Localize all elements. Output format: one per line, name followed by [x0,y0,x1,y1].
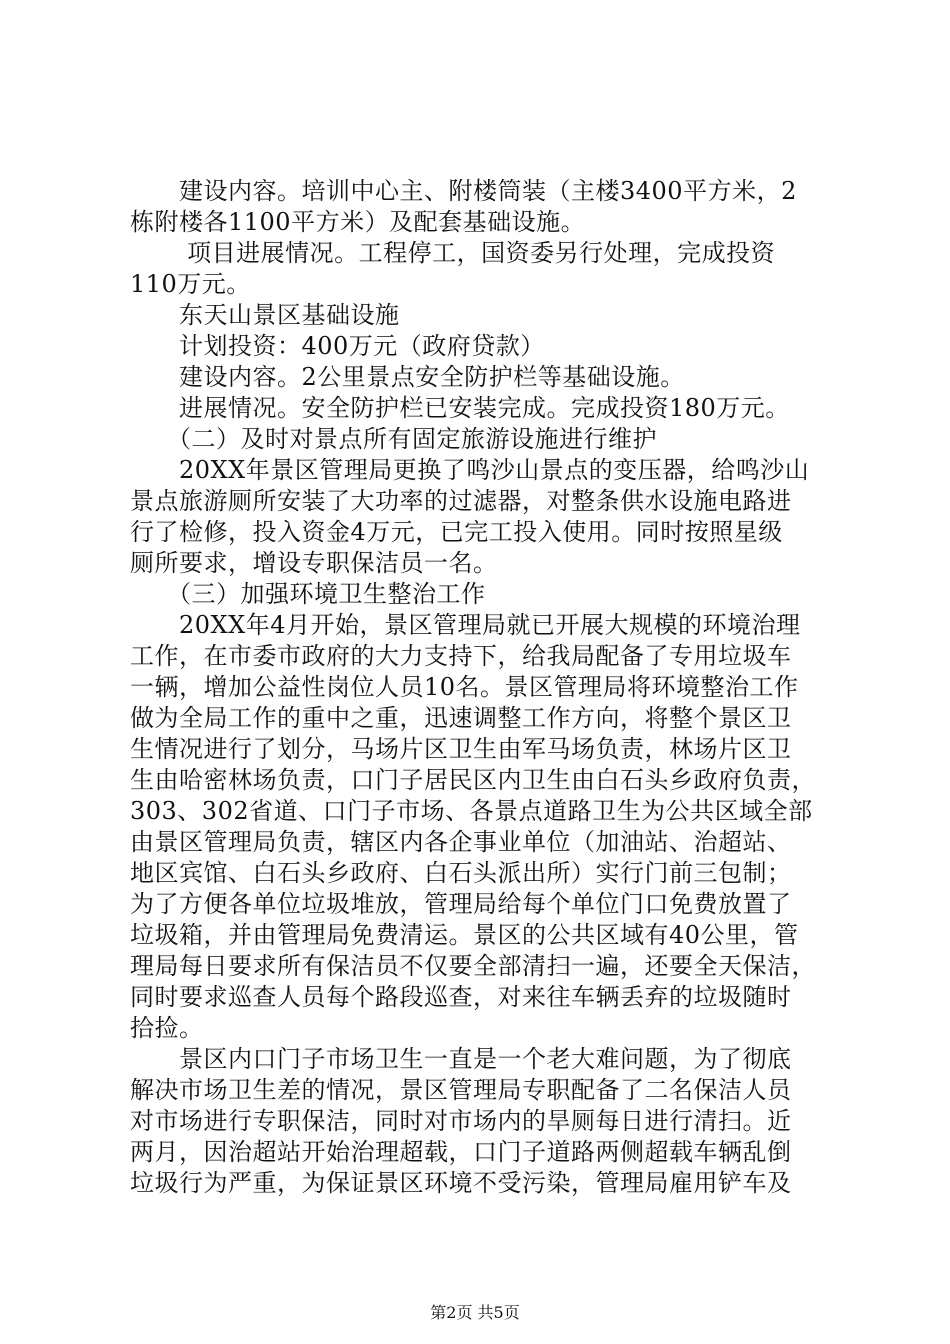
text-line: 工作，在市委市政府的大力支持下，给我局配备了专用垃圾车 [130,642,792,670]
text-line: 景点旅游厕所安装了大功率的过滤器，对整条供水设施电路进 [130,487,792,515]
text-line: 计划投资：400万元（政府贷款） [130,332,545,360]
text-line: 栋附楼各1100平方米）及配套基础设施。 [130,208,586,236]
text-line: 建设内容。培训中心主、附楼筒装（主楼3400平方米，2 [130,177,797,205]
text-line: 做为全局工作的重中之重，迅速调整工作方向，将整个景区卫 [130,704,792,732]
document-body [130,176,834,1199]
text-line: 生由哈密林场负责，口门子居民区内卫生由白石头乡政府负责， [130,766,816,794]
text-line: 对市场进行专职保洁，同时对市场内的旱厕每日进行清扫。近 [130,1107,792,1135]
text-line: 拾捡。 [130,1014,204,1042]
text-line: 由景区管理局负责，辖区内各企事业单位（加油站、治超站、 [130,828,792,856]
text-line: 20XX年4月开始，景区管理局就已开展大规模的环境治理 [130,611,801,639]
text-line: 进展情况。安全防护栏已安装完成。完成投资180万元。 [130,394,790,422]
text-line: 厕所要求，增设专职保洁员一名。 [130,549,498,577]
text-line: 同时要求巡查人员每个路段巡查，对来往车辆丢弃的垃圾随时 [130,983,792,1011]
section-heading: （二）及时对景点所有固定旅游设施进行维护 [130,425,657,453]
text-line: 东天山景区基础设施 [130,301,400,329]
text-line: 理局每日要求所有保洁员不仅要全部清扫一遍，还要全天保洁， [130,952,816,980]
text-line: 地区宾馆、白石头乡政府、白石头派出所）实行门前三包制； [130,859,792,887]
text-line: 303、302省道、口门子市场、各景点道路卫生为公共区域全部 [130,797,813,825]
page-footer: 第2页 共5页 [430,1303,520,1322]
text-line: 两月，因治超站开始治理超载，口门子道路两侧超载车辆乱倒 [130,1138,792,1166]
text-line: 垃圾行为严重，为保证景区环境不受污染，管理局雇用铲车及 [130,1169,792,1197]
text-line: 解决市场卫生差的情况，景区管理局专职配备了二名保洁人员 [130,1076,792,1104]
text-line: 为了方便各单位垃圾堆放，管理局给每个单位门口免费放置了 [130,890,792,918]
text-line: 生情况进行了划分，马场片区卫生由军马场负责，林场片区卫 [130,735,792,763]
text-line: 项目进展情况。工程停工，国资委另行处理，完成投资 [130,239,776,267]
text-line: 行了检修，投入资金4万元，已完工投入使用。同时按照星级 [130,518,783,546]
text-line: 一辆，增加公益性岗位人员10名。景区管理局将环境整治工作 [130,673,799,701]
text-line: 景区内口门子市场卫生一直是一个老大难问题，为了彻底 [130,1045,792,1073]
text-line: 20XX年景区管理局更换了鸣沙山景点的变压器，给鸣沙山 [130,456,810,484]
text-line: 垃圾箱，并由管理局免费清运。景区的公共区域有40公里，管 [130,921,799,949]
text-line: 建设内容。2公里景点安全防护栏等基础设施。 [130,363,685,391]
section-heading: （三）加强环境卫生整治工作 [130,580,486,608]
text-line: 110万元。 [130,270,251,298]
